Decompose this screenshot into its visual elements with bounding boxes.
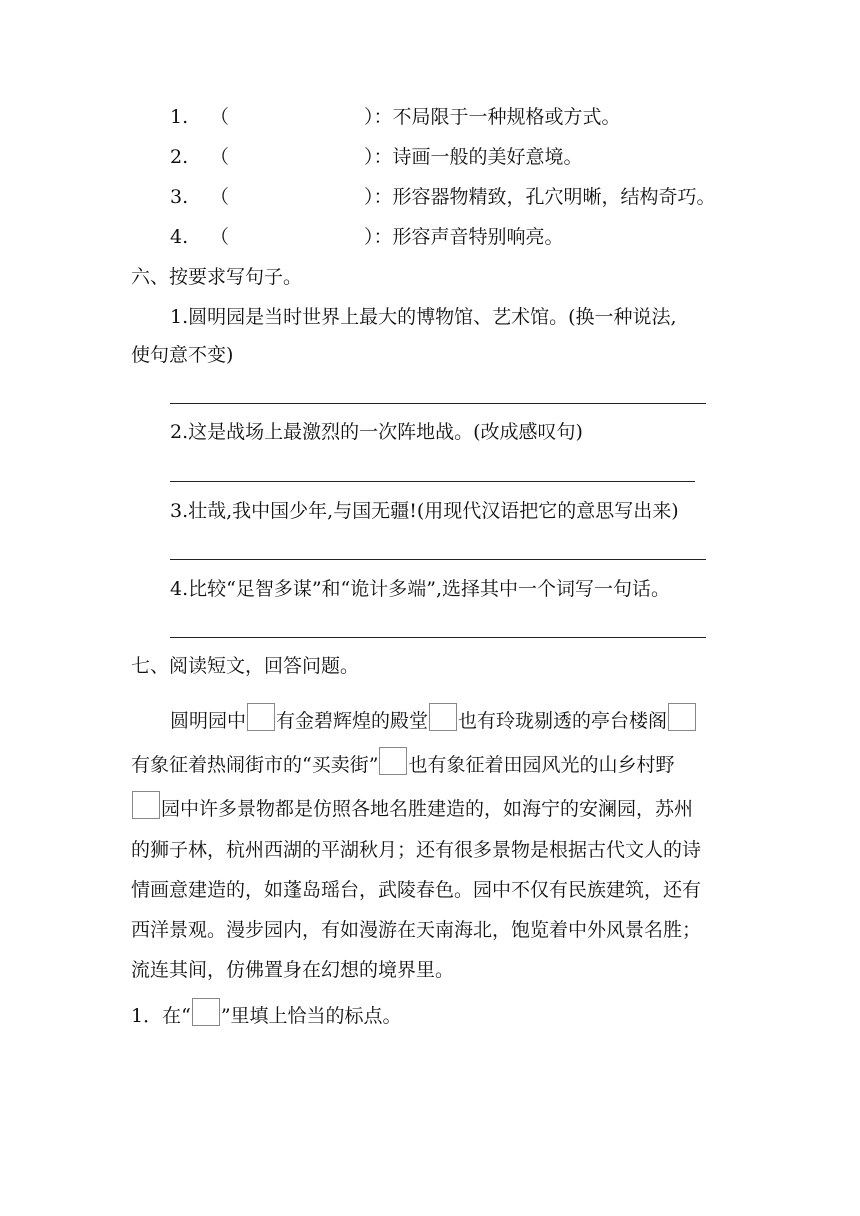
- answer-line-6-3[interactable]: [170, 559, 706, 560]
- item-definition: ：形容声音特别响亮。: [373, 226, 564, 248]
- fill-item-2: [170, 143, 583, 171]
- answer-line-6-1[interactable]: [170, 403, 706, 404]
- question-text: 1．在“: [131, 1005, 191, 1027]
- question-6-1-line1: 1.圆明园是当时世界上最大的博物馆、艺术馆。(换一种说法,: [170, 306, 677, 328]
- close-paren: ）: [364, 226, 374, 248]
- open-paren: （: [210, 146, 230, 168]
- passage-text: 有象征着热闹街市的“买卖街”: [131, 754, 379, 776]
- question-7-1: [131, 998, 402, 1030]
- section7-heading: 七、阅读短文，回答问题。: [131, 655, 360, 677]
- close-paren: ）: [364, 146, 374, 168]
- punctuation-box[interactable]: [668, 703, 696, 731]
- item-definition: ：诗画一般的美好意境。: [373, 146, 583, 168]
- fill-item-3: [170, 183, 716, 211]
- question-6-2: 2.这是战场上最激烈的一次阵地战。(改成感叹句): [170, 421, 583, 443]
- question-6-1-line2: 使句意不变): [131, 344, 234, 366]
- answer-line-6-4[interactable]: [170, 637, 706, 638]
- close-paren: ）: [364, 106, 374, 128]
- passage-text: 也有玲珑剔透的亭台楼阁: [458, 710, 668, 732]
- section6-heading: 六、按要求写句子。: [131, 266, 303, 288]
- passage-text: 园中许多景物都是仿照各地名胜建造的，如海宁的安澜园，苏州: [161, 798, 694, 820]
- item-definition: ：形容器物精致，孔穴明晰，结构奇巧。: [373, 186, 716, 208]
- item-number: 3.: [170, 186, 189, 208]
- item-number: 1.: [170, 106, 189, 128]
- question-6-4: 4.比较“足智多谋”和“诡计多端”,选择其中一个词写一句话。: [170, 578, 671, 600]
- punctuation-box[interactable]: [429, 703, 457, 731]
- fill-item-4: [170, 223, 564, 251]
- question-text: ”里填上恰当的标点。: [220, 1005, 402, 1027]
- passage-line-3: [131, 791, 693, 823]
- punctuation-box[interactable]: [379, 747, 407, 775]
- passage-text: 也有象征着田园风光的山乡村野: [408, 754, 675, 776]
- passage-line-1: [170, 703, 697, 735]
- open-paren: （: [210, 226, 230, 248]
- punctuation-box[interactable]: [247, 703, 275, 731]
- fill-item-1: [170, 103, 621, 131]
- passage-line-2: [131, 747, 674, 779]
- punctuation-box-sample: [192, 998, 220, 1026]
- item-definition: ：不局限于一种规格或方式。: [373, 106, 621, 128]
- item-number: 4.: [170, 226, 189, 248]
- close-paren: ）: [364, 186, 374, 208]
- question-6-3: 3.壮哉,我中国少年,与国无疆!(用现代汉语把它的意思写出来): [170, 500, 679, 522]
- passage-line-4: 的狮子林，杭州西湖的平湖秋月；还有很多景物是根据古代文人的诗: [131, 839, 702, 861]
- open-paren: （: [210, 106, 230, 128]
- passage-text: 有金碧辉煌的殿堂: [276, 710, 429, 732]
- punctuation-box[interactable]: [132, 791, 160, 819]
- answer-line-6-2[interactable]: [170, 481, 695, 482]
- passage-line-5: 情画意建造的，如蓬岛瑶台，武陵春色。园中不仅有民族建筑，还有: [131, 879, 702, 901]
- open-paren: （: [210, 186, 230, 208]
- passage-text: 圆明园中: [170, 710, 247, 732]
- passage-line-6: 西洋景观。漫步园内，有如漫游在天南海北，饱览着中外风景名胜；: [131, 919, 702, 941]
- item-number: 2.: [170, 146, 189, 168]
- passage-line-7: 流连其间，仿佛置身在幻想的境界里。: [131, 959, 455, 981]
